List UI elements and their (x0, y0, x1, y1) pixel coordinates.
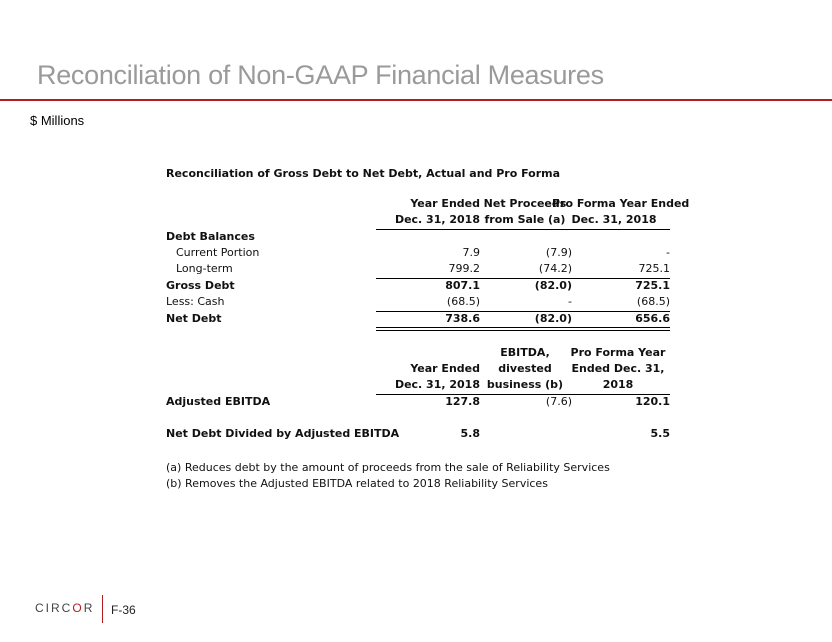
company-logo: CIRCOR (35, 601, 95, 615)
page-title: Reconciliation of Non-GAAP Financial Measures (37, 60, 604, 90)
table-row-adjusted-ebitda: Adjusted EBITDA 127.8 (7.6) 120.1 (166, 395, 670, 408)
units-label: $ Millions (30, 113, 85, 128)
header-pro-forma-2: Pro Forma Year Ended Dec. 31, 2018 (570, 346, 666, 391)
total-double-line (466, 327, 572, 331)
table-row: Long-term 799.2 (74.2) 725.1 (176, 262, 670, 275)
table-row: Less: Cash (68.5) - (68.5) (166, 295, 670, 308)
footnotes (166, 460, 610, 492)
logo-separator (102, 595, 103, 623)
table-title: Reconciliation of Gross Debt to Net Debt, Actual and Pro Forma (166, 167, 561, 180)
footnote-a: (a) Reduces debt by the amount of proceeds from the sale of Reliability Services (166, 461, 610, 474)
header-ebitda-divested: EBITDA, divested business (b) (486, 346, 564, 391)
page-number: F-36 (111, 603, 136, 617)
total-double-line (376, 327, 480, 331)
table-row-gross-debt: Gross Debt 807.1 (82.0) 725.1 (166, 279, 670, 292)
section-label: Debt Balances (166, 230, 255, 243)
header-net-proceeds: Net Proceeds from Sale (a) (483, 197, 567, 226)
header-year-ended: Year Ended Dec. 31, 2018 (394, 197, 480, 226)
table-row-net-debt: Net Debt 738.6 (82.0) 656.6 (166, 312, 670, 325)
table-row: Current Portion 7.9 (7.9) - (176, 246, 670, 259)
table-row-ratio: Net Debt Divided by Adjusted EBITDA 5.8 5.5 (166, 427, 670, 440)
header-year-ended-2: Year Ended Dec. 31, 2018 (394, 362, 480, 391)
total-double-line (564, 327, 670, 331)
header-pro-forma: Pro Forma Year Ended Dec. 31, 2018 (552, 197, 690, 226)
title-divider (0, 99, 832, 101)
footnote-b: (b) Removes the Adjusted EBITDA related to 2018 Reliability Services (166, 477, 548, 490)
